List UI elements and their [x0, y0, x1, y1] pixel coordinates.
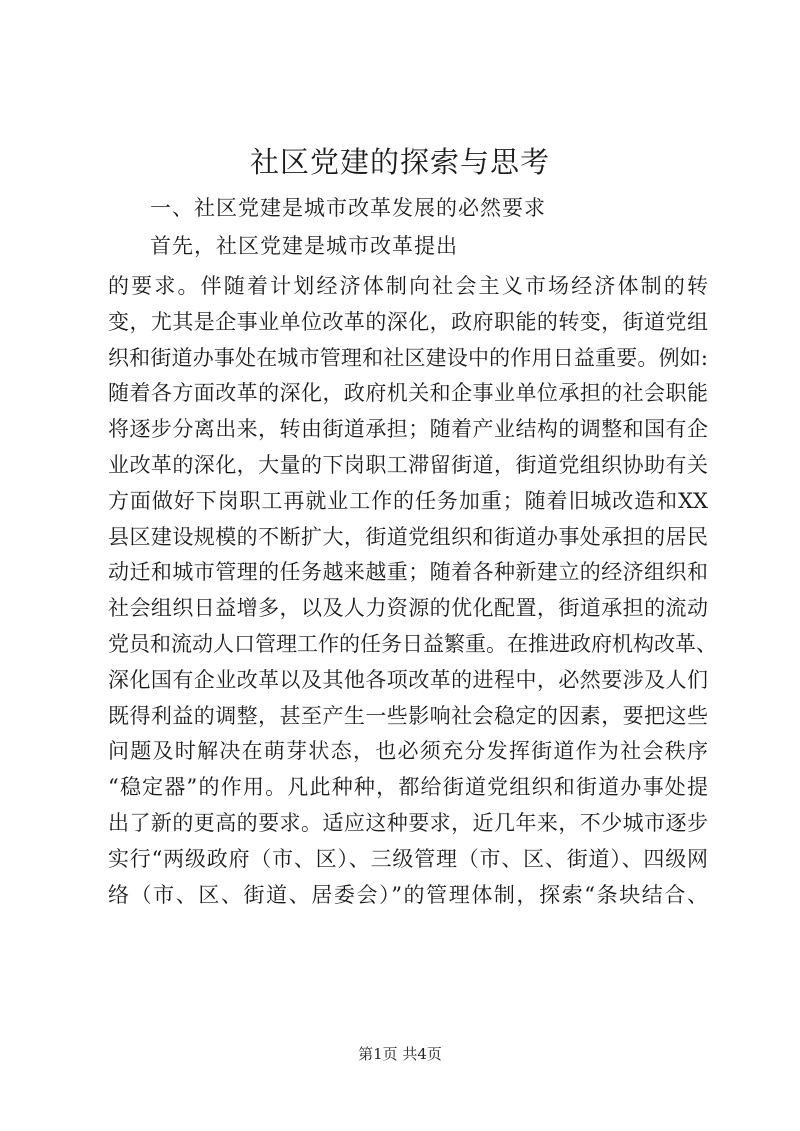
text-line: 既得利益的调整，甚至产生一些影响社会稳定的因素，要把这些 [108, 703, 708, 728]
text-line: 出了新的更高的要求。适应这种要求，近几年来，不少城市逐步 [108, 810, 708, 835]
document-title: 社区党建的探索与思考 [249, 145, 550, 179]
text-line: 社会组织日益增多，以及人力资源的优化配置，街道承担的流动 [108, 596, 708, 621]
text-line: 党员和流动人口管理工作的任务日益繁重。在推进政府机构改革、 [108, 631, 717, 656]
text-line: 县区建设规模的不断扩大，街道党组织和街道办事处承担的居民 [108, 524, 708, 549]
text-line: 方面做好下岗职工再就业工作的任务加重；随着旧城改造和XX [108, 488, 708, 513]
paragraph-body [108, 271, 717, 915]
text-line: 织和街道办事处在城市管理和社区建设中的作用日益重要。例如: [108, 345, 708, 370]
text-line: 变，尤其是企事业单位改革的深化，政府职能的转变，街道党组 [108, 309, 708, 334]
text-line: “稳定器”的作用。凡此种种，都给街道党组织和街道办事处提 [108, 775, 708, 800]
text-line: 动迁和城市管理的任务越来越重；随着各种新建立的经济组织和 [108, 560, 708, 585]
text-line: 业改革的深化，大量的下岗职工滞留街道，街道党组织协助有关 [108, 452, 708, 477]
page-footer: 第1页 共4页 [358, 1045, 442, 1063]
text-line: 随着各方面改革的深化，政府机关和企事业单位承担的社会职能 [108, 381, 708, 406]
text-line: 络（市、区、街道、居委会）”的管理体制，探索“条块结合、 [108, 882, 708, 907]
text-line: 的要求。伴随着计划经济体制向社会主义市场经济体制的转 [108, 274, 708, 298]
text-line: 将逐步分离出来，转由街道承担；随着产业结构的调整和国有企 [108, 417, 708, 442]
section-heading: 一、社区党建是城市改革发展的必然要求 [150, 196, 546, 220]
text-line: 深化国有企业改革以及其他各项改革的进程中，必然要涉及人们 [108, 667, 708, 692]
text-line: 问题及时解决在萌芽状态，也必须充分发挥街道作为社会秩序 [108, 739, 708, 764]
paragraph-first-line: 首先，社区党建是城市改革提出 [150, 234, 458, 258]
text-line: 实行“两级政府（市、区）、三级管理（市、区、街道）、四级网 [108, 846, 708, 871]
